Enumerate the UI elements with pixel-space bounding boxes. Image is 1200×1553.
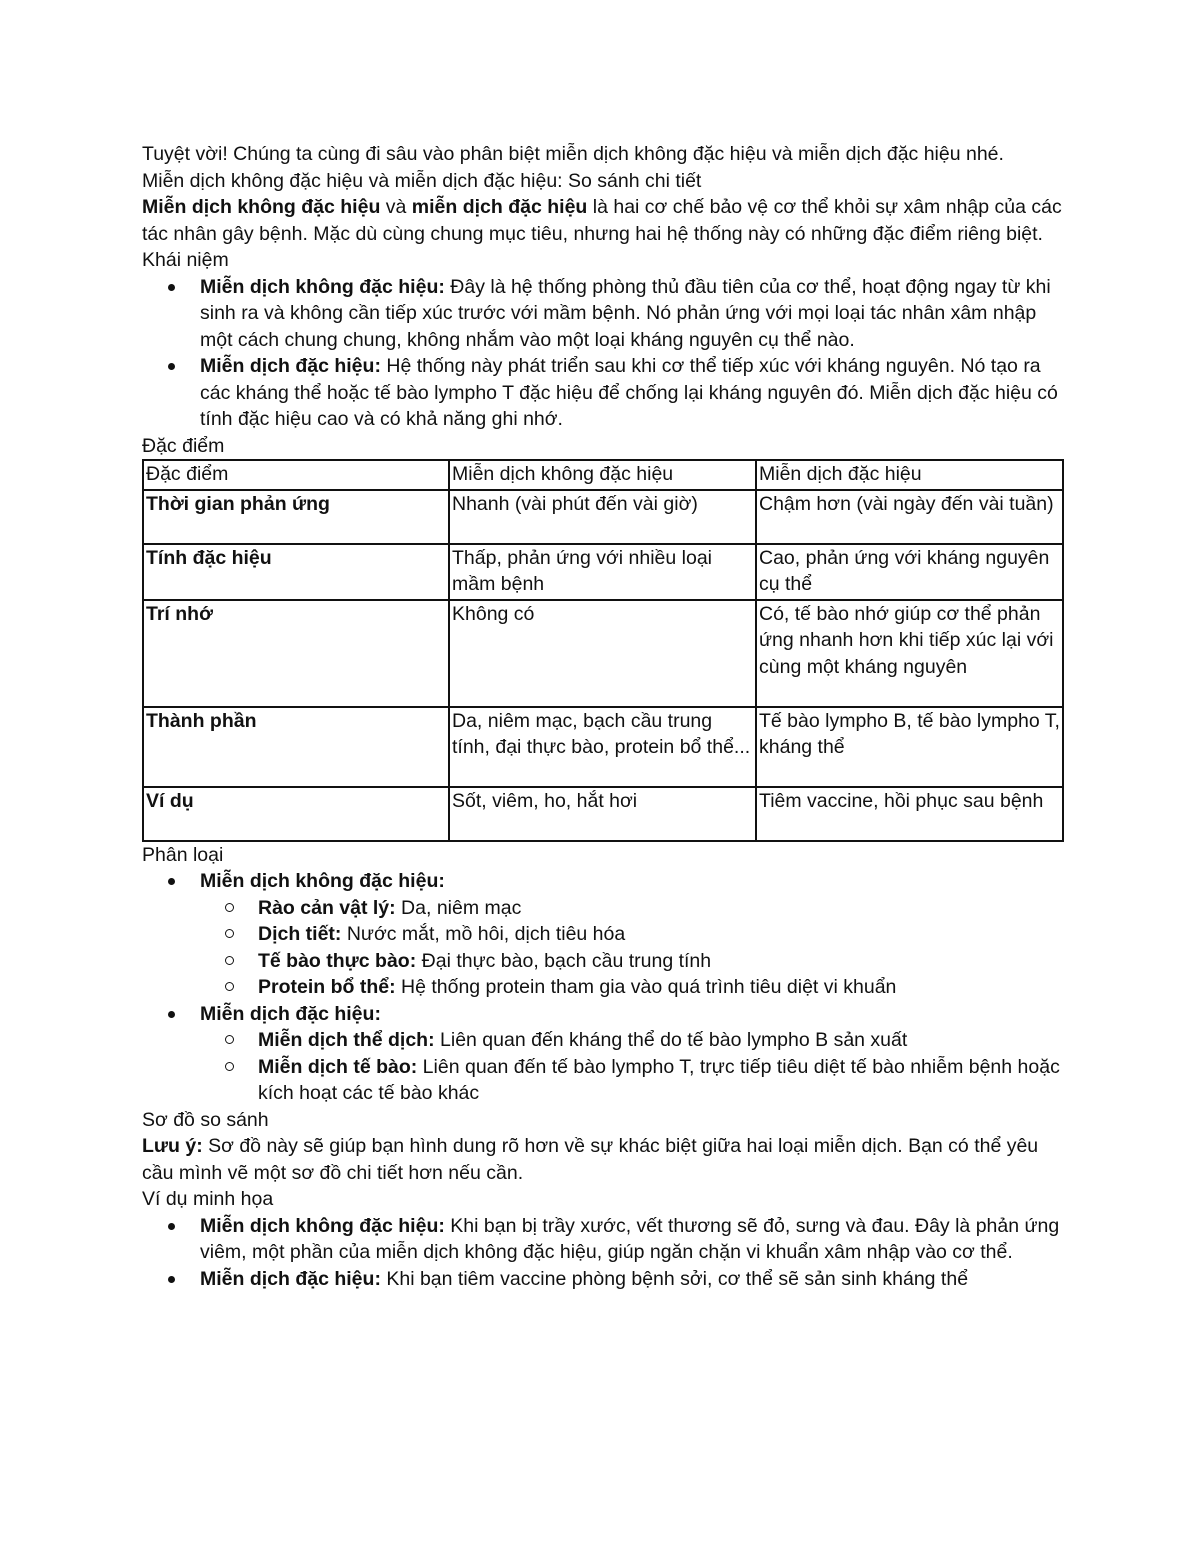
table-row xyxy=(143,490,1063,544)
table-cell: Tế bào lympho B, tế bào lympho T, kháng thể xyxy=(756,707,1063,787)
list-item: Miễn dịch không đặc hiệu: Rào cản vật lý: Da, niêm mạc Dịch tiết: Nước mắt, mồ hôi, dịch tiêu hóa Tế bào thực bào: Đại thực bào, bạch cầu trung tính Protein bổ thể: Hệ thống protein tham gia vào quá trình tiêu diệt vi khuẩn xyxy=(200,868,1062,1001)
list-item: Miễn dịch đặc hiệu: Hệ thống này phát triển sau khi cơ thể tiếp xúc với kháng nguyên. Nó tạo ra các kháng thể hoặc tế bào lympho T đặc hiệu để chống lại kháng nguyên đó. Miễn dịch đặc hiệu có tính đặc hiệu cao và có khả năng ghi nhớ. xyxy=(200,353,1062,433)
classification-list xyxy=(142,868,1062,1107)
comparison-table xyxy=(142,459,1064,842)
sub-list xyxy=(200,1027,1062,1107)
section-heading-concept: Khái niệm xyxy=(142,249,229,271)
intro-paragraph: Tuyệt vời! Chúng ta cùng đi sâu vào phân biệt miễn dịch không đặc hiệu và miễn dịch đặc hiệu nhé. xyxy=(142,143,1004,165)
list-item: Miễn dịch thể dịch: Liên quan đến kháng thể do tế bào lympho B sản xuất xyxy=(258,1027,1062,1054)
concept-list xyxy=(142,274,1062,433)
list-item: Miễn dịch không đặc hiệu: Đây là hệ thống phòng thủ đầu tiên của cơ thể, hoạt động ngay từ khi sinh ra và không cần tiếp xúc trước với mầm bệnh. Nó phản ứng với mọi loại tác nhân xâm nhập một cách chung chung, không nhắm vào một loại kháng nguyên cụ thể nào. xyxy=(200,274,1062,354)
table-cell: Tiêm vaccine, hồi phục sau bệnh xyxy=(756,787,1063,841)
table-cell: Nhanh (vài phút đến vài giờ) xyxy=(449,490,756,544)
note-paragraph: Lưu ý: Sơ đồ này sẽ giúp bạn hình dung rõ hơn về sự khác biệt giữa hai loại miễn dịch. Bạn có thể yêu cầu mình vẽ một sơ đồ chi tiết hơn nếu cần. xyxy=(142,1135,1039,1184)
summary-term-specific: miễn dịch đặc hiệu xyxy=(411,196,588,218)
examples-list xyxy=(142,1213,1062,1293)
table-cell: Có, tế bào nhớ giúp cơ thể phản ứng nhanh hơn khi tiếp xúc lại với cùng một kháng nguyên xyxy=(756,600,1063,707)
section-heading-examples: Ví dụ minh họa xyxy=(142,1188,274,1210)
list-item: Tế bào thực bào: Đại thực bào, bạch cầu trung tính xyxy=(258,948,1062,975)
list-item: Miễn dịch đặc hiệu: Khi bạn tiêm vaccine phòng bệnh sởi, cơ thể sẽ sản sinh kháng thể xyxy=(200,1266,1062,1293)
table-row xyxy=(143,707,1063,787)
document-subtitle: Miễn dịch không đặc hiệu và miễn dịch đặc hiệu: So sánh chi tiết xyxy=(142,169,702,192)
list-item: Miễn dịch đặc hiệu: Miễn dịch thể dịch: Liên quan đến kháng thể do tế bào lympho B sản xuất Miễn dịch tế bào: Liên quan đến tế bào lympho T, trực tiếp tiêu diệt tế bào nhiễm bệnh hoặc kích hoạt các tế bào khác xyxy=(200,1001,1062,1107)
list-item: Rào cản vật lý: Da, niêm mạc xyxy=(258,895,1062,922)
summary-paragraph: Miễn dịch không đặc hiệu và miễn dịch đặc hiệu là hai cơ chế bảo vệ cơ thể khỏi sự xâm nhập của các tác nhân gây bệnh. Mặc dù cùng chung mục tiêu, nhưng hai hệ thống này có những đặc điểm riêng biệt. xyxy=(142,196,1062,245)
list-item: Protein bổ thể: Hệ thống protein tham gia vào quá trình tiêu diệt vi khuẩn xyxy=(258,974,1062,1001)
table-row xyxy=(143,544,1063,600)
table-header-cell: Miễn dịch không đặc hiệu xyxy=(449,460,756,490)
table-cell: Không có xyxy=(449,600,756,707)
table-cell: Tính đặc hiệu xyxy=(143,544,449,600)
table-cell: Ví dụ xyxy=(143,787,449,841)
document-page xyxy=(142,141,1062,1292)
list-item: Miễn dịch tế bào: Liên quan đến tế bào lympho T, trực tiếp tiêu diệt tế bào nhiễm bệnh hoặc kích hoạt các tế bào khác xyxy=(258,1054,1062,1107)
table-row xyxy=(143,600,1063,707)
table-cell: Cao, phản ứng với kháng nguyên cụ thể xyxy=(756,544,1063,600)
table-cell: Trí nhớ xyxy=(143,600,449,707)
table-cell: Thời gian phản ứng xyxy=(143,490,449,544)
table-header-row xyxy=(143,460,1063,490)
table-cell: Thấp, phản ứng với nhiều loại mầm bệnh xyxy=(449,544,756,600)
table-cell: Sốt, viêm, ho, hắt hơi xyxy=(449,787,756,841)
table-cell: Da, niêm mạc, bạch cầu trung tính, đại thực bào, protein bổ thể... xyxy=(449,707,756,787)
list-item: Miễn dịch không đặc hiệu: Khi bạn bị trầy xước, vết thương sẽ đỏ, sưng và đau. Đây là phản ứng viêm, một phần của miễn dịch không đặc hiệu, giúp ngăn chặn vi khuẩn xâm nhập vào cơ thể. xyxy=(200,1213,1062,1266)
table-header-cell: Đặc điểm xyxy=(143,460,449,490)
table-header-cell: Miễn dịch đặc hiệu xyxy=(756,460,1063,490)
section-heading-features: Đặc điểm xyxy=(142,434,225,457)
list-item: Dịch tiết: Nước mắt, mồ hôi, dịch tiêu hóa xyxy=(258,921,1062,948)
table-row xyxy=(143,787,1063,841)
table-cell: Thành phần xyxy=(143,707,449,787)
summary-term-nonspecific: Miễn dịch không đặc hiệu xyxy=(142,196,381,218)
section-heading-diagram: Sơ đồ so sánh xyxy=(142,1108,269,1131)
sub-list xyxy=(200,895,1062,1001)
table-cell: Chậm hơn (vài ngày đến vài tuần) xyxy=(756,490,1063,544)
section-heading-classification: Phân loại xyxy=(142,843,224,866)
